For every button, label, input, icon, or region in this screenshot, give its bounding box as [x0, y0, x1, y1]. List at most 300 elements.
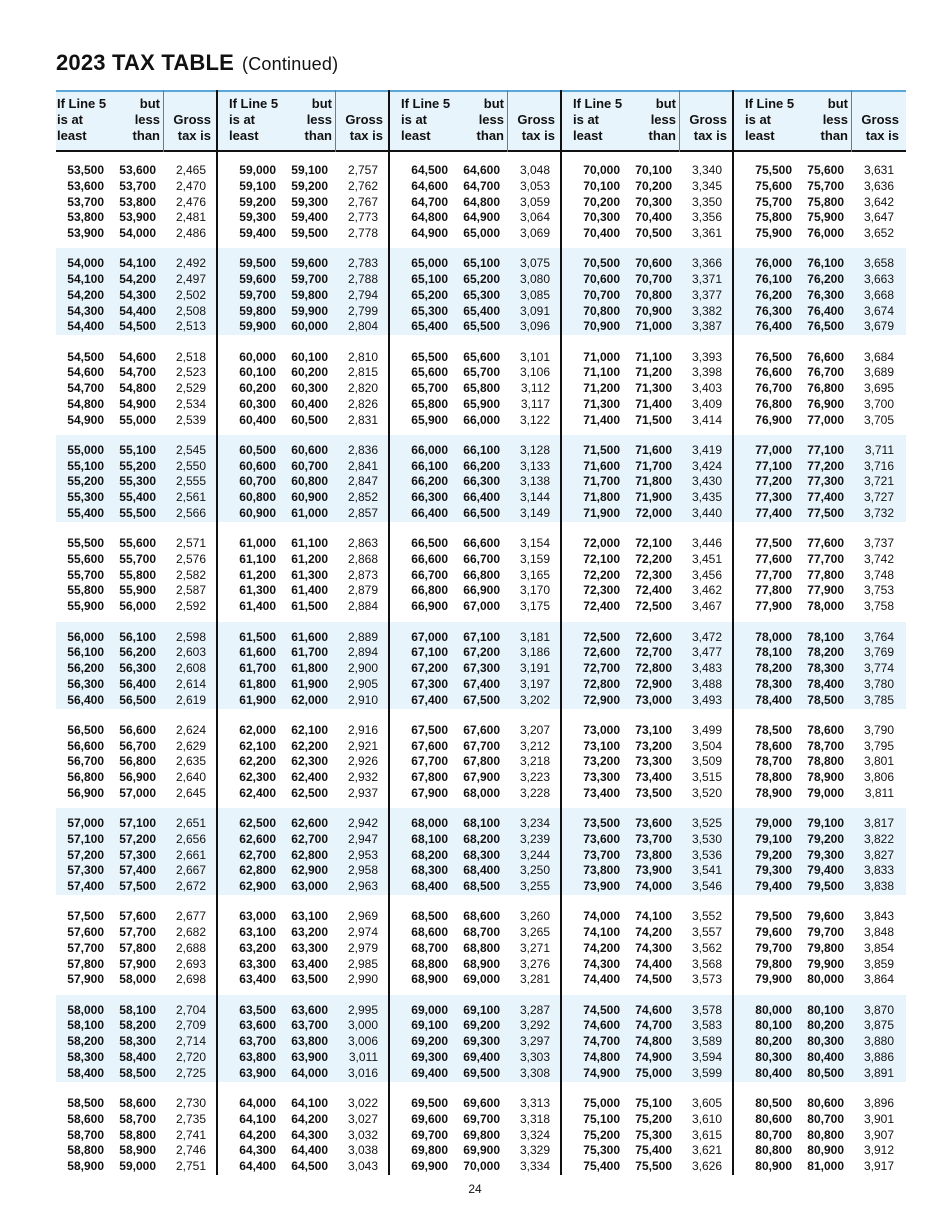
gross-tax-value: 3,356 — [691, 210, 722, 225]
less-than-value: 78,700 — [807, 738, 844, 753]
gross-tax-value: 3,186 — [519, 645, 550, 660]
header-text: than — [820, 128, 848, 143]
table-row — [56, 754, 214, 770]
gross-tax-value: 3,626 — [691, 1159, 722, 1173]
less-than-value: 63,200 — [291, 925, 328, 940]
at-least-value: 69,700 — [411, 1127, 448, 1142]
at-least-value: 80,800 — [755, 1143, 792, 1158]
at-least-value: 79,700 — [755, 940, 792, 955]
at-least-value: 78,400 — [755, 692, 792, 707]
at-least-value: 78,800 — [755, 770, 792, 785]
less-than-value: 72,400 — [635, 583, 672, 598]
less-than-value: 63,900 — [291, 1049, 328, 1064]
table-row — [400, 397, 558, 413]
table-row — [228, 350, 386, 366]
less-than-value: 66,400 — [463, 490, 500, 505]
at-least-value: 80,400 — [755, 1065, 792, 1080]
at-least-value: 69,200 — [411, 1034, 448, 1049]
table-row — [572, 226, 730, 242]
table-row — [228, 848, 386, 864]
gross-tax-value: 3,917 — [863, 1159, 894, 1173]
at-least-value: 76,600 — [755, 365, 792, 380]
table-row — [228, 879, 386, 895]
gross-tax-value: 2,847 — [347, 474, 378, 489]
at-least-value: 54,300 — [67, 303, 104, 318]
at-least-value: 77,400 — [755, 505, 792, 520]
less-than-value: 56,100 — [119, 629, 156, 644]
header-divider — [335, 90, 336, 152]
less-than-value: 69,400 — [463, 1049, 500, 1064]
table-row — [400, 552, 558, 568]
gross-tax-value: 3,515 — [691, 770, 722, 785]
at-least-value: 54,500 — [67, 349, 104, 364]
less-than-value: 54,400 — [119, 303, 156, 318]
less-than-value: 61,200 — [291, 551, 328, 566]
gross-tax-value: 3,393 — [691, 349, 722, 364]
gross-tax-value: 3,032 — [347, 1127, 378, 1142]
at-least-value: 70,400 — [583, 226, 620, 240]
gross-tax-value: 3,281 — [519, 972, 550, 987]
table-row — [572, 443, 730, 459]
less-than-value: 53,900 — [119, 210, 156, 225]
less-than-value: 76,000 — [807, 226, 844, 240]
gross-tax-value: 3,864 — [863, 972, 894, 987]
gross-tax-value: 3,350 — [691, 194, 722, 209]
less-than-value: 70,900 — [635, 303, 672, 318]
less-than-value: 74,500 — [635, 972, 672, 987]
less-than-value: 60,100 — [291, 349, 328, 364]
header-text: than — [476, 128, 504, 143]
at-least-value: 64,900 — [411, 226, 448, 240]
less-than-value: 54,600 — [119, 349, 156, 364]
table-row — [56, 226, 214, 242]
table-row — [228, 754, 386, 770]
at-least-value: 60,900 — [239, 505, 276, 520]
gross-tax-value: 3,451 — [691, 551, 722, 566]
at-least-value: 71,100 — [583, 365, 620, 380]
table-row — [400, 832, 558, 848]
gross-tax-value: 2,518 — [175, 349, 206, 364]
table-row — [572, 848, 730, 864]
less-than-value: 74,900 — [635, 1049, 672, 1064]
less-than-value: 55,700 — [119, 551, 156, 566]
less-than-value: 70,300 — [635, 194, 672, 209]
less-than-value: 73,200 — [635, 738, 672, 753]
less-than-value: 71,700 — [635, 458, 672, 473]
gross-tax-value: 3,891 — [863, 1065, 894, 1080]
less-than-value: 67,400 — [463, 676, 500, 691]
header-less-than — [120, 96, 160, 144]
table-row — [228, 599, 386, 615]
table-row — [56, 909, 214, 925]
at-least-value: 80,700 — [755, 1127, 792, 1142]
less-than-value: 58,000 — [119, 972, 156, 987]
less-than-value: 62,000 — [291, 692, 328, 707]
less-than-value: 77,500 — [807, 505, 844, 520]
at-least-value: 57,100 — [67, 831, 104, 846]
at-least-value: 75,600 — [755, 178, 792, 193]
at-least-value: 75,200 — [583, 1127, 620, 1142]
table-row — [400, 723, 558, 739]
at-least-value: 57,500 — [67, 909, 104, 924]
less-than-value: 68,500 — [463, 879, 500, 894]
at-least-value: 60,200 — [239, 381, 276, 396]
at-least-value: 58,200 — [67, 1034, 104, 1049]
at-least-value: 76,200 — [755, 287, 792, 302]
table-row — [744, 490, 902, 506]
at-least-value: 54,800 — [67, 396, 104, 411]
at-least-value: 54,900 — [67, 412, 104, 427]
table-row — [228, 552, 386, 568]
less-than-value: 69,100 — [463, 1002, 500, 1017]
table-row — [744, 163, 902, 179]
less-than-value: 68,800 — [463, 940, 500, 955]
at-least-value: 64,100 — [239, 1111, 276, 1126]
gross-tax-value: 3,477 — [691, 645, 722, 660]
gross-tax-value: 3,689 — [863, 365, 894, 380]
gross-tax-value: 3,340 — [691, 163, 722, 177]
table-row — [228, 163, 386, 179]
gross-tax-value: 3,122 — [519, 412, 550, 427]
table-row — [228, 630, 386, 646]
gross-tax-value: 3,737 — [863, 536, 894, 551]
gross-tax-value: 3,769 — [863, 645, 894, 660]
at-least-value: 66,400 — [411, 505, 448, 520]
less-than-value: 66,000 — [463, 412, 500, 427]
header-text: less — [306, 112, 332, 127]
less-than-value: 71,500 — [635, 412, 672, 427]
gross-tax-value: 3,366 — [691, 256, 722, 271]
gross-tax-value: 3,780 — [863, 676, 894, 691]
table-row — [228, 506, 386, 522]
less-than-value: 77,400 — [807, 490, 844, 505]
less-than-value: 72,800 — [635, 661, 672, 675]
at-least-value: 71,300 — [583, 396, 620, 411]
table-row — [572, 1034, 730, 1050]
gross-tax-value: 3,684 — [863, 349, 894, 364]
gross-tax-value: 3,727 — [863, 490, 894, 505]
table-row — [572, 1066, 730, 1082]
table-row — [744, 879, 902, 895]
gross-tax-value: 2,688 — [175, 940, 206, 955]
table-row — [400, 319, 558, 335]
table-row — [56, 599, 214, 615]
table-row — [744, 1096, 902, 1112]
at-least-value: 53,800 — [67, 210, 104, 225]
table-row — [744, 365, 902, 381]
less-than-value: 80,900 — [807, 1143, 844, 1158]
less-than-value: 59,300 — [291, 194, 328, 209]
less-than-value: 77,800 — [807, 567, 844, 582]
table-row — [572, 163, 730, 179]
gross-tax-value: 3,403 — [691, 381, 722, 396]
header-gross-tax — [338, 112, 383, 144]
table-row — [228, 770, 386, 786]
at-least-value: 59,900 — [239, 319, 276, 334]
gross-tax-value: 2,794 — [347, 287, 378, 302]
table-row — [572, 754, 730, 770]
header-gross-tax — [854, 112, 899, 144]
gross-tax-value: 2,523 — [175, 365, 206, 380]
at-least-value: 68,900 — [411, 972, 448, 987]
less-than-value: 64,000 — [291, 1065, 328, 1080]
less-than-value: 55,100 — [119, 442, 156, 457]
less-than-value: 71,300 — [635, 381, 672, 396]
gross-tax-value: 3,430 — [691, 474, 722, 489]
table-row — [400, 1128, 558, 1144]
at-least-value: 69,100 — [411, 1018, 448, 1033]
at-least-value: 78,700 — [755, 754, 792, 769]
at-least-value: 63,700 — [239, 1034, 276, 1049]
gross-tax-value: 3,764 — [863, 629, 894, 644]
gross-tax-value: 3,774 — [863, 661, 894, 675]
table-row — [744, 1050, 902, 1066]
less-than-value: 54,300 — [119, 287, 156, 302]
table-row — [400, 443, 558, 459]
at-least-value: 60,700 — [239, 474, 276, 489]
table-row — [572, 1112, 730, 1128]
at-least-value: 54,700 — [67, 381, 104, 396]
gross-tax-value: 2,550 — [175, 458, 206, 473]
table-row — [228, 693, 386, 709]
gross-tax-value: 3,901 — [863, 1111, 894, 1126]
at-least-value: 74,300 — [583, 956, 620, 971]
gross-tax-value: 3,790 — [863, 722, 894, 737]
table-row — [744, 786, 902, 802]
less-than-value: 67,300 — [463, 661, 500, 675]
table-row — [744, 863, 902, 879]
at-least-value: 73,900 — [583, 879, 620, 894]
column-divider — [388, 90, 390, 1175]
table-row — [572, 816, 730, 832]
gross-tax-value: 3,711 — [864, 442, 894, 457]
gross-tax-value: 2,693 — [175, 956, 206, 971]
at-least-value: 63,400 — [239, 972, 276, 987]
less-than-value: 55,800 — [119, 567, 156, 582]
gross-tax-value: 2,720 — [175, 1049, 206, 1064]
less-than-value: 67,800 — [463, 754, 500, 769]
gross-tax-value: 3,191 — [519, 661, 550, 675]
gross-tax-value: 3,795 — [863, 738, 894, 753]
at-least-value: 53,500 — [67, 163, 104, 177]
table-row — [744, 645, 902, 661]
less-than-value: 58,600 — [119, 1096, 156, 1110]
gross-tax-value: 2,508 — [175, 303, 206, 318]
at-least-value: 55,200 — [67, 474, 104, 489]
table-row — [572, 1143, 730, 1159]
at-least-value: 80,900 — [755, 1159, 792, 1173]
gross-tax-value: 3,705 — [863, 412, 894, 427]
gross-tax-value: 3,870 — [863, 1002, 894, 1017]
at-least-value: 54,000 — [67, 256, 104, 271]
less-than-value: 59,800 — [291, 287, 328, 302]
less-than-value: 70,400 — [635, 210, 672, 225]
table-row — [400, 459, 558, 475]
header-less-than — [292, 96, 332, 144]
at-least-value: 59,200 — [239, 194, 276, 209]
table-row — [400, 365, 558, 381]
less-than-value: 69,600 — [463, 1096, 500, 1110]
table-row — [228, 645, 386, 661]
at-least-value: 74,000 — [583, 909, 620, 924]
table-row — [400, 474, 558, 490]
at-least-value: 62,900 — [239, 879, 276, 894]
gross-tax-value: 3,435 — [691, 490, 722, 505]
gross-tax-value: 3,207 — [519, 722, 550, 737]
table-row — [744, 413, 902, 429]
less-than-value: 60,400 — [291, 396, 328, 411]
at-least-value: 70,600 — [583, 272, 620, 287]
gross-tax-value: 2,682 — [175, 925, 206, 940]
less-than-value: 60,900 — [291, 490, 328, 505]
less-than-value: 78,300 — [807, 661, 844, 675]
header-at-least — [229, 96, 278, 144]
less-than-value: 54,100 — [119, 256, 156, 271]
table-row — [228, 661, 386, 677]
less-than-value: 69,800 — [463, 1127, 500, 1142]
at-least-value: 64,700 — [411, 194, 448, 209]
gross-tax-value: 3,912 — [863, 1143, 894, 1158]
table-row — [56, 1096, 214, 1112]
table-row — [572, 474, 730, 490]
gross-tax-value: 3,239 — [519, 831, 550, 846]
less-than-value: 66,900 — [463, 583, 500, 598]
gross-tax-value: 3,716 — [863, 458, 894, 473]
table-row — [744, 272, 902, 288]
table-row — [56, 568, 214, 584]
less-than-value: 62,300 — [291, 754, 328, 769]
table-row — [56, 397, 214, 413]
header-text: less — [134, 112, 160, 127]
gross-tax-value: 3,165 — [519, 567, 550, 582]
gross-tax-value: 3,589 — [691, 1034, 722, 1049]
table-row — [400, 599, 558, 615]
at-least-value: 66,800 — [411, 583, 448, 598]
less-than-value: 67,100 — [463, 629, 500, 644]
gross-tax-value: 3,096 — [519, 319, 550, 334]
less-than-value: 64,600 — [463, 163, 500, 177]
less-than-value: 79,600 — [807, 909, 844, 924]
gross-tax-value: 3,631 — [863, 163, 894, 177]
gross-tax-value: 3,170 — [519, 583, 550, 598]
at-least-value: 53,600 — [67, 178, 104, 193]
less-than-value: 59,700 — [291, 272, 328, 287]
less-than-value: 55,500 — [119, 505, 156, 520]
gross-tax-value: 3,387 — [691, 319, 722, 334]
at-least-value: 72,000 — [583, 536, 620, 551]
table-row — [228, 536, 386, 552]
at-least-value: 70,500 — [583, 256, 620, 271]
table-row — [400, 957, 558, 973]
gross-tax-value: 2,624 — [175, 722, 206, 737]
header-text: is at — [229, 112, 256, 127]
less-than-value: 65,300 — [463, 287, 500, 302]
table-row — [572, 1003, 730, 1019]
less-than-value: 61,300 — [291, 567, 328, 582]
less-than-value: 66,200 — [463, 458, 500, 473]
gross-tax-value: 3,462 — [691, 583, 722, 598]
gross-tax-value: 3,785 — [863, 692, 894, 707]
gross-tax-value: 2,788 — [347, 272, 378, 287]
gross-tax-value: 3,568 — [691, 956, 722, 971]
gross-tax-value: 3,679 — [863, 319, 894, 334]
less-than-value: 70,100 — [635, 163, 672, 177]
at-least-value: 55,700 — [67, 567, 104, 582]
table-row — [572, 413, 730, 429]
gross-tax-value: 3,695 — [863, 381, 894, 396]
less-than-value: 76,100 — [807, 256, 844, 271]
less-than-value: 59,600 — [291, 256, 328, 271]
table-row — [56, 459, 214, 475]
at-least-value: 58,900 — [67, 1159, 104, 1173]
at-least-value: 75,800 — [755, 210, 792, 225]
gross-tax-value: 3,202 — [519, 692, 550, 707]
gross-tax-value: 3,345 — [691, 178, 722, 193]
at-least-value: 60,400 — [239, 412, 276, 427]
less-than-value: 60,200 — [291, 365, 328, 380]
table-row — [572, 583, 730, 599]
table-row — [228, 179, 386, 195]
gross-tax-value: 2,879 — [347, 583, 378, 598]
gross-tax-value: 3,292 — [519, 1018, 550, 1033]
at-least-value: 76,800 — [755, 396, 792, 411]
less-than-value: 71,800 — [635, 474, 672, 489]
less-than-value: 65,500 — [463, 319, 500, 334]
gross-tax-value: 3,488 — [691, 676, 722, 691]
gross-tax-value: 2,741 — [175, 1127, 206, 1142]
less-than-value: 54,800 — [119, 381, 156, 396]
gross-tax-value: 2,725 — [175, 1065, 206, 1080]
at-least-value: 67,900 — [411, 785, 448, 800]
gross-tax-value: 2,656 — [175, 831, 206, 846]
gross-tax-value: 2,826 — [347, 396, 378, 411]
table-row — [228, 1034, 386, 1050]
less-than-value: 63,500 — [291, 972, 328, 987]
gross-tax-value: 3,059 — [519, 194, 550, 209]
table-row — [400, 739, 558, 755]
table-row — [228, 583, 386, 599]
gross-tax-value: 3,647 — [863, 210, 894, 225]
table-row — [400, 413, 558, 429]
less-than-value: 73,800 — [635, 847, 672, 862]
gross-tax-value: 2,810 — [347, 349, 378, 364]
at-least-value: 58,100 — [67, 1018, 104, 1033]
table-row — [744, 909, 902, 925]
at-least-value: 68,100 — [411, 831, 448, 846]
at-least-value: 66,600 — [411, 551, 448, 566]
gross-tax-value: 3,806 — [863, 770, 894, 785]
less-than-value: 70,200 — [635, 178, 672, 193]
gross-tax-value: 2,672 — [175, 879, 206, 894]
at-least-value: 67,200 — [411, 661, 448, 675]
at-least-value: 74,500 — [583, 1002, 620, 1017]
table-row — [228, 677, 386, 693]
table-row — [228, 195, 386, 211]
gross-tax-value: 3,260 — [519, 909, 550, 924]
header-text: less — [478, 112, 504, 127]
header-text: If Line 5 — [229, 96, 279, 111]
table-row — [56, 972, 214, 988]
gross-tax-value: 2,995 — [347, 1002, 378, 1017]
at-least-value: 71,700 — [583, 474, 620, 489]
table-row — [400, 381, 558, 397]
table-row — [56, 645, 214, 661]
less-than-value: 81,000 — [807, 1159, 844, 1173]
table-row — [744, 350, 902, 366]
gross-tax-value: 2,831 — [347, 412, 378, 427]
table-row — [400, 1050, 558, 1066]
less-than-value: 60,700 — [291, 458, 328, 473]
